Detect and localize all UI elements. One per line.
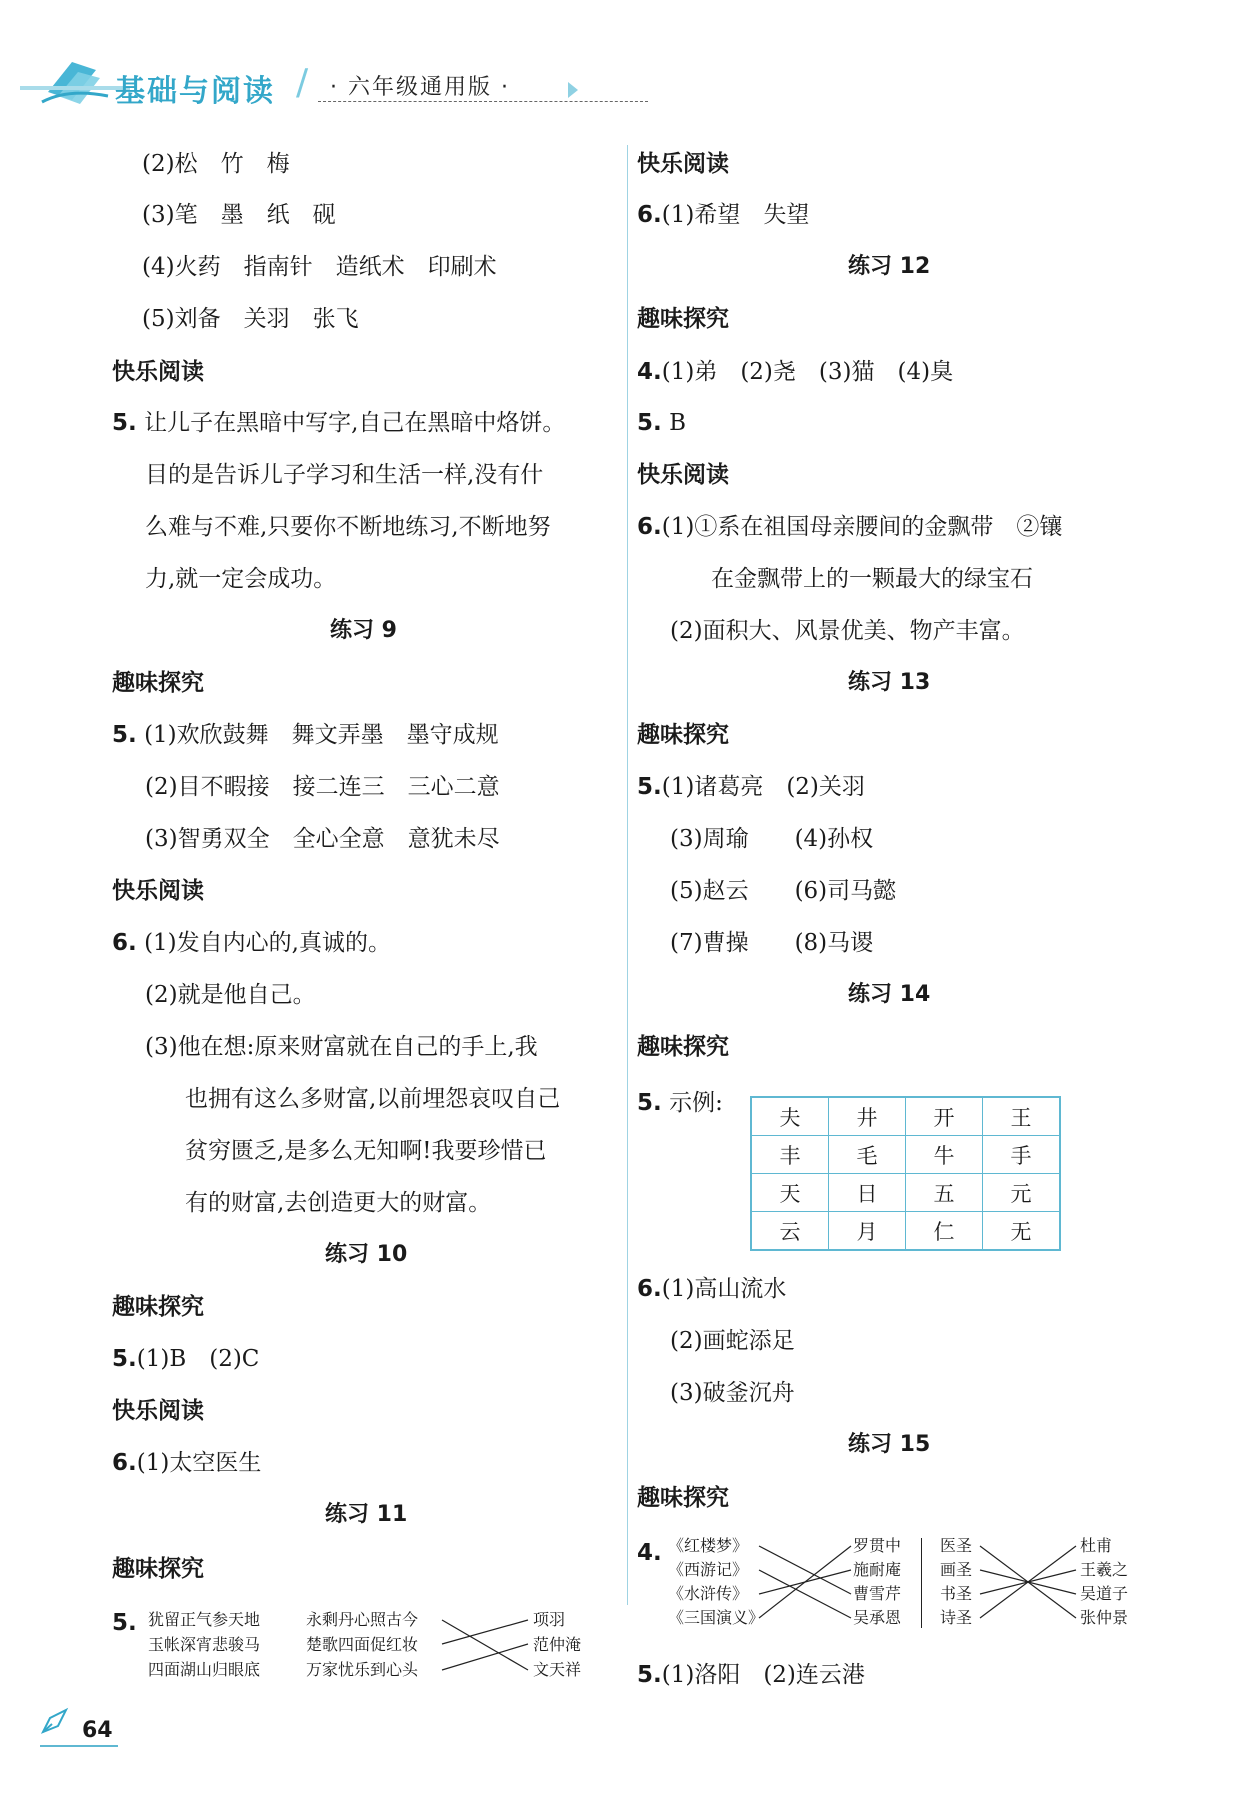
section-heading: 趣味探究 xyxy=(637,306,729,332)
question-number: 5. xyxy=(637,774,662,800)
answer-line: 有的财富,去创造更大的财富。 xyxy=(185,1190,492,1216)
question-number: 6. xyxy=(112,1450,137,1476)
question-6 xyxy=(112,932,391,955)
saint-item: 医圣 xyxy=(940,1536,973,1555)
question-number: 5. xyxy=(637,1662,662,1688)
question-number: 5. xyxy=(112,722,137,748)
answer-text: (1)高山流水 xyxy=(661,1276,787,1302)
answer-line: (7)曹操 (8)马谡 xyxy=(670,930,874,956)
grid-cell: 日 xyxy=(829,1174,906,1212)
section-heading: 趣味探究 xyxy=(112,670,204,696)
person-item: 杜甫 xyxy=(1080,1536,1113,1555)
question-5 xyxy=(637,1664,865,1687)
question-number: 5. xyxy=(112,1610,137,1636)
question-5 xyxy=(637,1092,723,1115)
section-heading: 趣味探究 xyxy=(112,1556,204,1582)
couplet-left: 四面湖山归眼底 xyxy=(148,1660,261,1679)
question-6 xyxy=(637,516,1062,539)
pen-icon xyxy=(40,1706,70,1736)
couplet-right: 楚歌四面促红妆 xyxy=(306,1635,419,1654)
question-number: 6. xyxy=(112,930,137,956)
couplet-left: 犹留正气参天地 xyxy=(148,1610,261,1629)
book-title-item: 《水浒传》 xyxy=(668,1584,749,1603)
question-6 xyxy=(112,1452,261,1475)
answer-line: (2)目不暇接 接二连三 三心二意 xyxy=(145,774,500,800)
question-6 xyxy=(637,204,809,227)
header-divider xyxy=(318,101,648,102)
answer-text: (1)①系在祖国母亲腰间的金飘带 ②镶 xyxy=(661,514,1063,540)
grid-cell: 月 xyxy=(829,1212,906,1251)
author-item: 施耐庵 xyxy=(853,1560,902,1579)
book-logo-icon xyxy=(38,52,118,110)
couplet-right: 万家忧乐到心头 xyxy=(306,1660,419,1679)
exercise-heading: 练习 9 xyxy=(330,618,397,643)
exercise-heading: 练习 15 xyxy=(848,1432,931,1457)
question-number: 6. xyxy=(637,514,662,540)
question-5 xyxy=(637,412,686,435)
answer-line: (3)智勇双全 全心全意 意犹未尽 xyxy=(145,826,500,852)
section-heading: 快乐阅读 xyxy=(637,151,729,177)
matching-lines xyxy=(978,1532,1078,1632)
question-number: 4. xyxy=(637,359,662,385)
exercise-heading: 练习 12 xyxy=(848,254,931,279)
book-title: 基础与阅读 xyxy=(115,74,275,109)
question-5 xyxy=(112,412,565,435)
answer-line: (3)周瑜 (4)孙权 xyxy=(670,826,874,852)
answer-line: (2)就是他自己。 xyxy=(145,982,316,1008)
answer-line: (5)刘备 关羽 张飞 xyxy=(142,306,359,332)
grid-cell: 毛 xyxy=(829,1136,906,1174)
question-number: 5. xyxy=(637,1090,662,1116)
exercise-heading: 练习 13 xyxy=(848,670,931,695)
question-number: 5. xyxy=(112,410,137,436)
grid-cell: 天 xyxy=(751,1174,829,1212)
saint-item: 书圣 xyxy=(940,1584,973,1603)
person-name: 范仲淹 xyxy=(533,1635,582,1654)
question-number: 4. xyxy=(637,1540,662,1566)
triangle-icon xyxy=(568,82,578,98)
grid-cell: 丰 xyxy=(751,1136,829,1174)
person-name: 项羽 xyxy=(533,1610,566,1629)
person-name: 文天祥 xyxy=(533,1660,582,1679)
section-heading: 趣味探究 xyxy=(637,1485,729,1511)
grid-cell: 无 xyxy=(983,1212,1061,1251)
grid-cell: 元 xyxy=(983,1174,1061,1212)
question-5 xyxy=(112,724,499,747)
couplet-left: 玉帐深宵悲骏马 xyxy=(148,1635,261,1654)
answer-text: (1)欢欣鼓舞 舞文弄墨 墨守成规 xyxy=(144,722,499,748)
group-divider xyxy=(921,1538,922,1628)
exercise-heading: 练习 11 xyxy=(325,1502,408,1527)
question-number: 6. xyxy=(637,1276,662,1302)
section-heading: 快乐阅读 xyxy=(112,878,204,904)
answer-line: 贫穷匮乏,是多么无知啊!我要珍惜已 xyxy=(185,1138,547,1164)
author-item: 罗贯中 xyxy=(853,1536,902,1555)
question-number: 5. xyxy=(112,1346,137,1372)
grid-cell: 五 xyxy=(906,1174,983,1212)
footer-rule xyxy=(40,1745,118,1747)
question-6 xyxy=(637,1278,786,1301)
example-label: 示例: xyxy=(669,1090,723,1116)
grid-cell: 牛 xyxy=(906,1136,983,1174)
grid-cell: 云 xyxy=(751,1212,829,1251)
question-5 xyxy=(112,1348,259,1371)
answer-line: (3)破釜沉舟 xyxy=(670,1380,795,1406)
answer-text: (1)B (2)C xyxy=(136,1346,260,1372)
section-heading: 趣味探究 xyxy=(112,1294,204,1320)
answer-line: 么难与不难,只要你不断地练习,不断地努 xyxy=(145,514,551,540)
header-bar xyxy=(20,86,130,90)
grid-cell: 夫 xyxy=(751,1097,829,1136)
question-5 xyxy=(637,776,865,799)
book-title-item: 《西游记》 xyxy=(668,1560,749,1579)
section-heading: 快乐阅读 xyxy=(112,359,204,385)
answer-text: (1)发自内心的,真诚的。 xyxy=(144,930,391,956)
column-divider xyxy=(627,145,628,1605)
grid-cell: 井 xyxy=(829,1097,906,1136)
exercise-heading: 练习 14 xyxy=(848,982,931,1007)
answer-line: (2)松 竹 梅 xyxy=(142,151,290,177)
answer-line: (3)他在想:原来财富就在自己的手上,我 xyxy=(145,1034,538,1060)
section-heading: 趣味探究 xyxy=(637,722,729,748)
answer-line: 在金飘带上的一颗最大的绿宝石 xyxy=(711,566,1033,592)
answer-text: B xyxy=(669,410,686,436)
answer-text: (1)洛阳 (2)连云港 xyxy=(661,1662,865,1688)
answer-line: (2)面积大、风景优美、物产丰富。 xyxy=(670,618,1025,644)
section-heading: 快乐阅读 xyxy=(637,462,729,488)
author-item: 曹雪芹 xyxy=(853,1584,902,1603)
answer-line: 力,就一定会成功。 xyxy=(145,566,337,592)
section-heading: 趣味探究 xyxy=(637,1034,729,1060)
person-item: 吴道子 xyxy=(1080,1584,1129,1603)
answer-text: (1)太空医生 xyxy=(136,1450,262,1476)
question-4 xyxy=(637,361,953,384)
question-number: 6. xyxy=(637,202,662,228)
grid-cell: 王 xyxy=(983,1097,1061,1136)
answer-text: (1)弟 (2)尧 (3)猫 (4)臭 xyxy=(661,359,954,385)
answer-text: (1)希望 失望 xyxy=(661,202,810,228)
header-slash: / xyxy=(296,62,309,103)
edition-label: · 六年级通用版 · xyxy=(330,75,510,100)
book-title-item: 《红楼梦》 xyxy=(668,1536,749,1555)
answer-line: (3)笔 墨 纸 砚 xyxy=(142,202,336,228)
page-number: 64 xyxy=(82,1718,113,1743)
answer-line: (2)画蛇添足 xyxy=(670,1328,795,1354)
answer-line: (5)赵云 (6)司马懿 xyxy=(670,878,897,904)
section-heading: 快乐阅读 xyxy=(112,1398,204,1424)
saint-item: 诗圣 xyxy=(940,1608,973,1627)
answer-text: 让儿子在黑暗中写字,自己在黑暗中烙饼。 xyxy=(144,410,566,436)
answer-line: 也拥有这么多财富,以前埋怨哀叹自己 xyxy=(185,1086,561,1112)
answer-line: (4)火药 指南针 造纸术 印刷术 xyxy=(142,254,497,280)
grid-cell: 仁 xyxy=(906,1212,983,1251)
answer-text: (1)诸葛亮 (2)关羽 xyxy=(661,774,865,800)
matching-lines xyxy=(757,1532,853,1632)
author-item: 吴承恩 xyxy=(853,1608,902,1627)
grid-cell: 手 xyxy=(983,1136,1061,1174)
character-grid xyxy=(750,1096,1061,1251)
person-item: 王羲之 xyxy=(1080,1560,1129,1579)
saint-item: 画圣 xyxy=(940,1560,973,1579)
matching-lines xyxy=(440,1606,532,1686)
exercise-heading: 练习 10 xyxy=(325,1242,408,1267)
book-title-item: 《三国演义》 xyxy=(668,1608,765,1627)
person-item: 张仲景 xyxy=(1080,1608,1129,1627)
grid-cell: 开 xyxy=(906,1097,983,1136)
couplet-right: 永剩丹心照古今 xyxy=(306,1610,419,1629)
question-number: 5. xyxy=(637,410,662,436)
answer-line: 目的是告诉儿子学习和生活一样,没有什 xyxy=(145,462,544,488)
